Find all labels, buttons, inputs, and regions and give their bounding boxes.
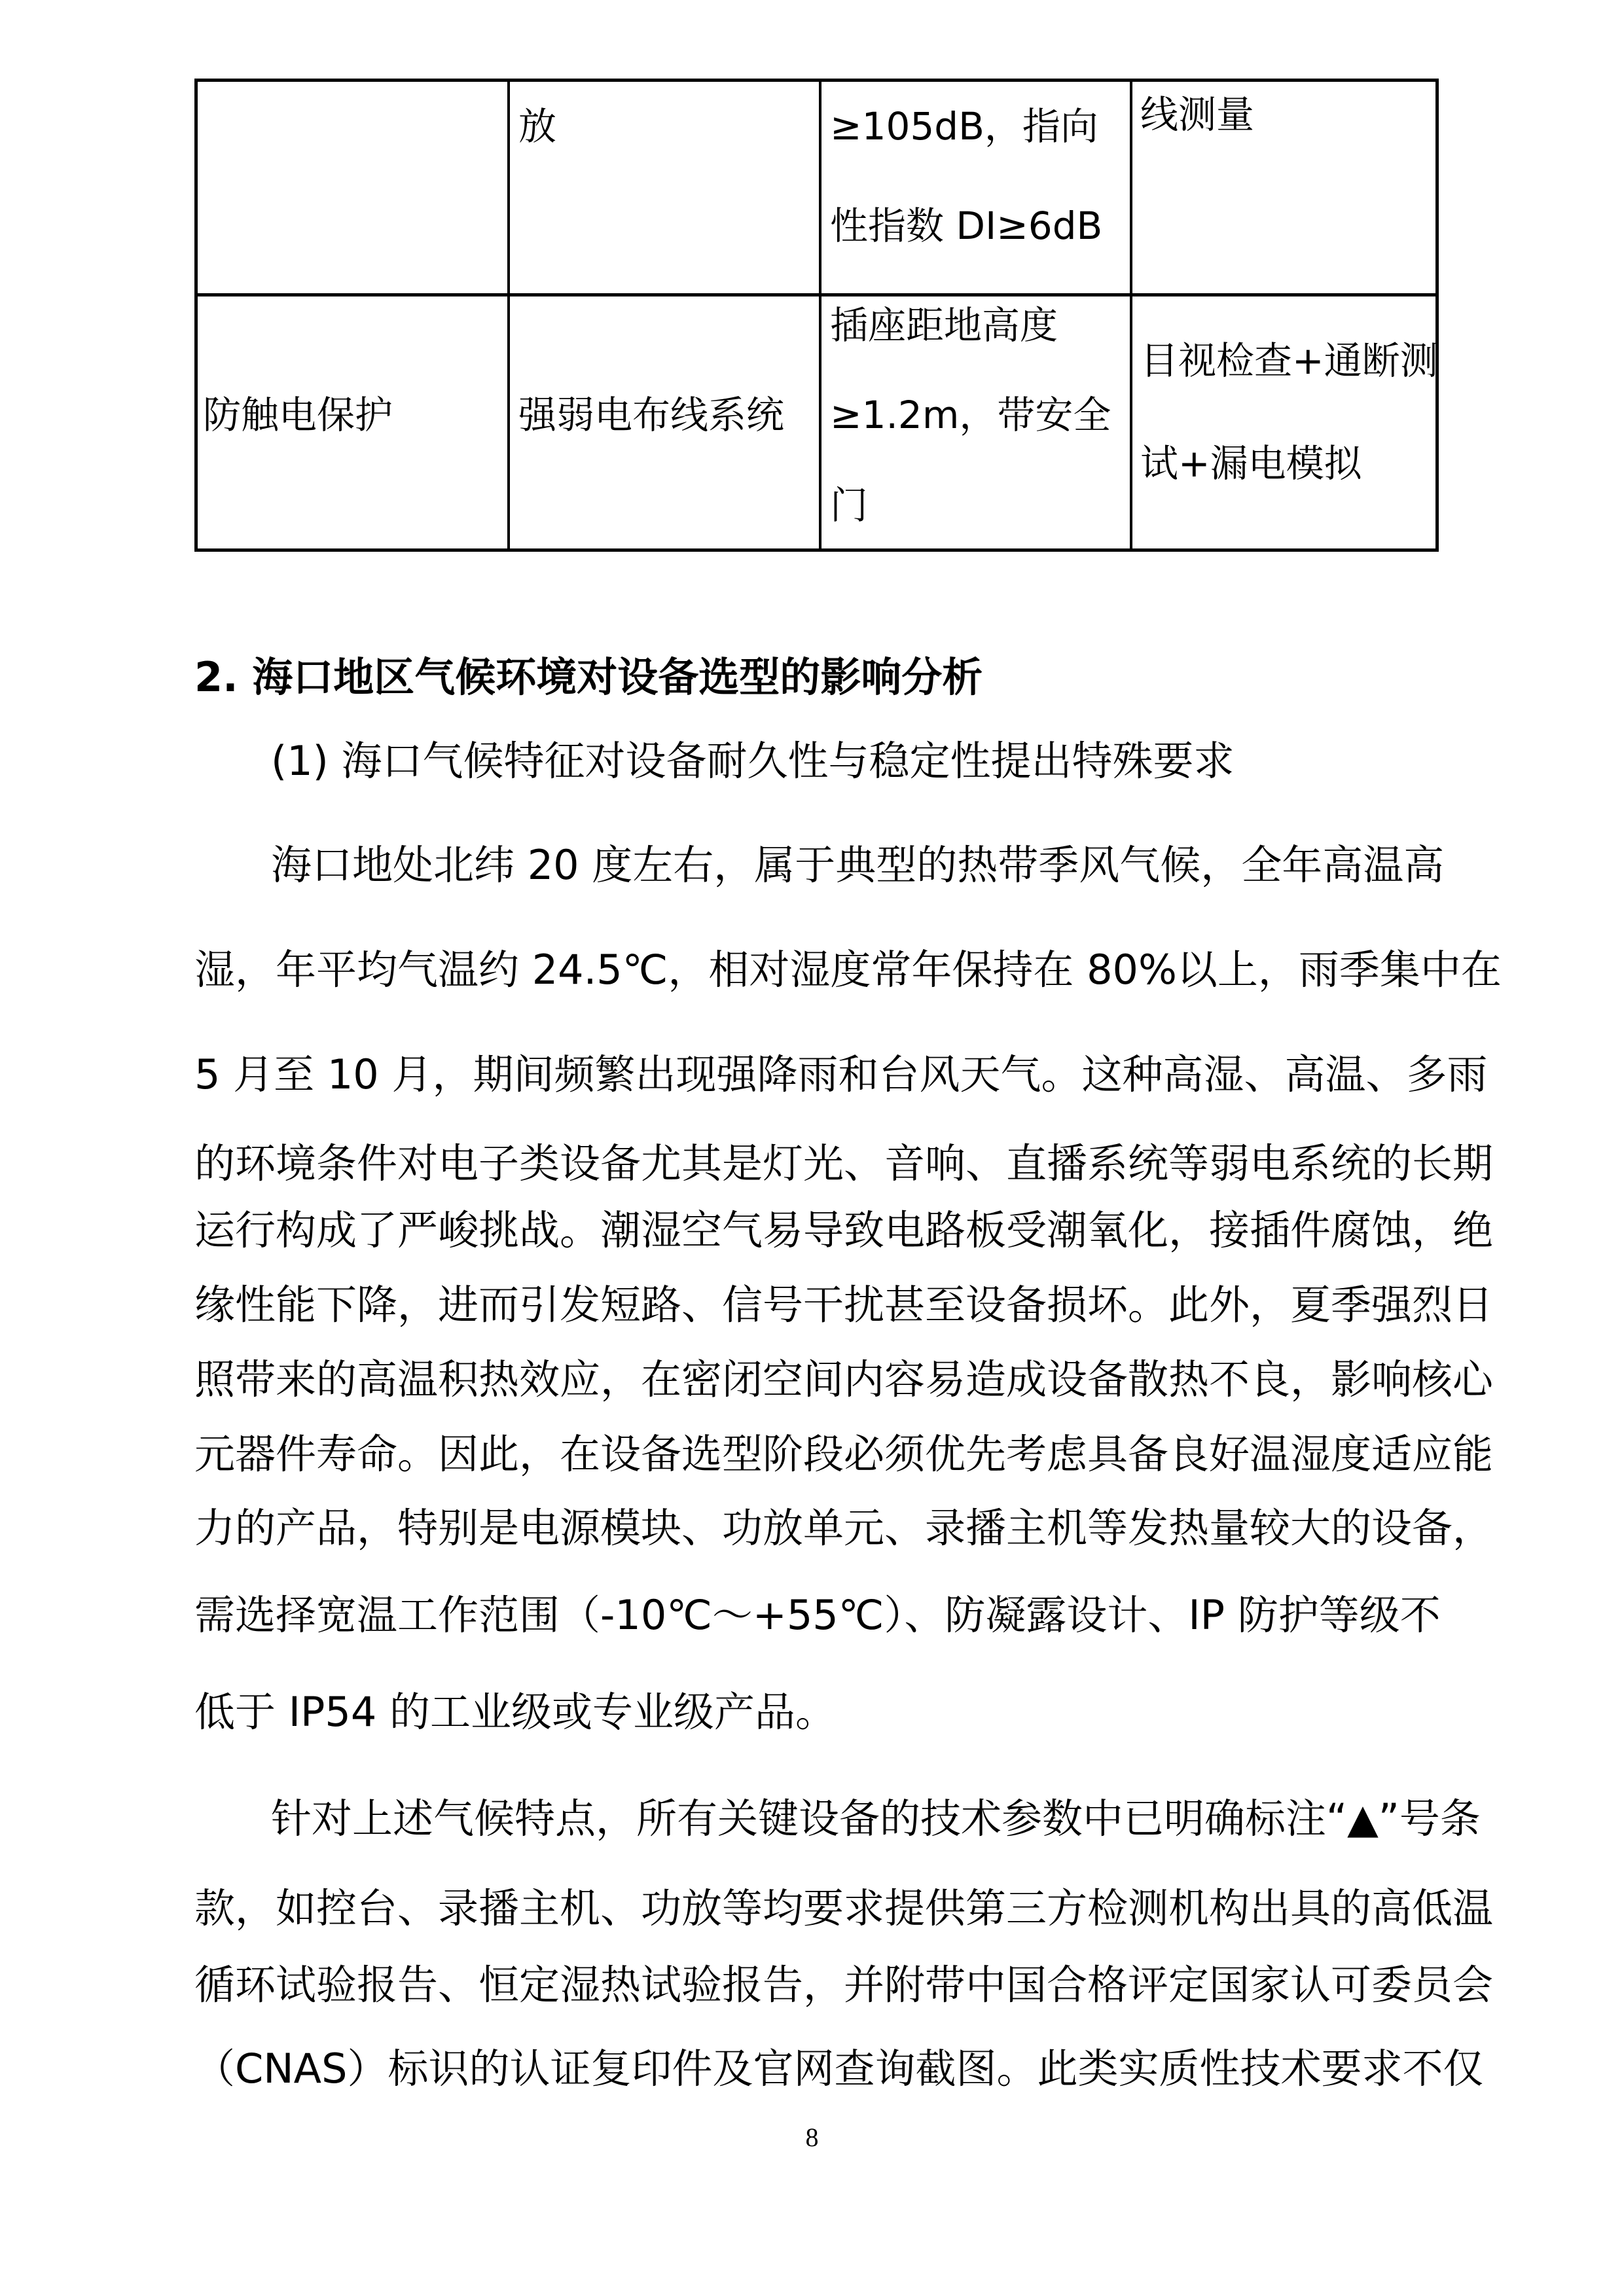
paragraph-line: 需选择宽温工作范围（-10℃～+55℃）、防凝露设计、IP 防护等级不: [194, 1591, 1441, 1639]
table-cell: 目视检查+通断测: [1140, 338, 1438, 383]
table-cell: 线测量: [1140, 92, 1255, 137]
section-heading: 2. 海口地区气候环境对设备选型的影响分析: [194, 653, 983, 701]
spec-table: [194, 79, 1439, 552]
table-cell: 性指数 DI≥6dB: [830, 204, 1103, 248]
paragraph-line: 低于 IP54 的工业级或专业级产品。: [194, 1688, 836, 1736]
paragraph-line: 针对上述气候特点，所有关键设备的技术参数中已明确标注“▲”号条: [271, 1795, 1481, 1842]
paragraph-line: 海口地处北纬 20 度左右，属于典型的热带季风气候，全年高温高: [271, 841, 1445, 889]
table-col-divider: [819, 82, 821, 548]
paragraph-line: 照带来的高温积热效应，在密闭空间内容易造成设备散热不良，影响核心: [194, 1355, 1494, 1403]
paragraph-line: 湿，年平均气温约 24.5℃，相对湿度常年保持在 80%以上，雨季集中在: [194, 946, 1502, 994]
table-cell: 强弱电布线系统: [518, 393, 785, 437]
subheading: (1) 海口气候特征对设备耐久性与稳定性提出特殊要求: [271, 737, 1235, 785]
page-number: 8: [805, 2123, 819, 2152]
table-cell: 插座距地高度: [830, 303, 1058, 348]
paragraph-line: 运行构成了严峻挑战。潮湿空气易导致电路板受潮氧化，接插件腐蚀，绝: [194, 1206, 1494, 1254]
paragraph-line: 循环试验报告、恒定湿热试验报告，并附带中国合格评定国家认可委员会: [194, 1961, 1494, 2009]
table-cell: 门: [830, 483, 869, 528]
table-cell: ≥1.2m，带安全: [830, 393, 1111, 437]
paragraph-line: 款，如控台、录播主机、功放等均要求提供第三方检测机构出具的高低温: [194, 1884, 1494, 1932]
paragraph-line: 力的产品，特别是电源模块、功放单元、录播主机等发热量较大的设备，: [194, 1504, 1494, 1552]
paragraph-line: （CNAS）标识的认证复印件及官网查询截图。此类实质性技术要求不仅: [194, 2045, 1484, 2092]
table-col-divider: [507, 82, 510, 548]
paragraph-line: 的环境条件对电子类设备尤其是灯光、音响、直播系统等弱电系统的长期: [194, 1139, 1494, 1187]
table-cell: 防触电保护: [203, 393, 393, 437]
paragraph-line: 元器件寿命。因此，在设备选型阶段必须优先考虑具备良好温湿度适应能: [194, 1430, 1494, 1478]
table-cell: 试+漏电模拟: [1140, 441, 1362, 486]
table-col-divider: [1130, 82, 1132, 548]
table-row-divider: [198, 293, 1435, 296]
table-cell: ≥105dB，指向: [830, 104, 1098, 149]
table-cell: 放: [518, 104, 557, 149]
paragraph-line: 缘性能下降，进而引发短路、信号干扰甚至设备损坏。此外，夏季强烈日: [194, 1281, 1494, 1329]
paragraph-line: 5 月至 10 月，期间频繁出现强降雨和台风天气。这种高湿、高温、多雨: [194, 1050, 1488, 1098]
